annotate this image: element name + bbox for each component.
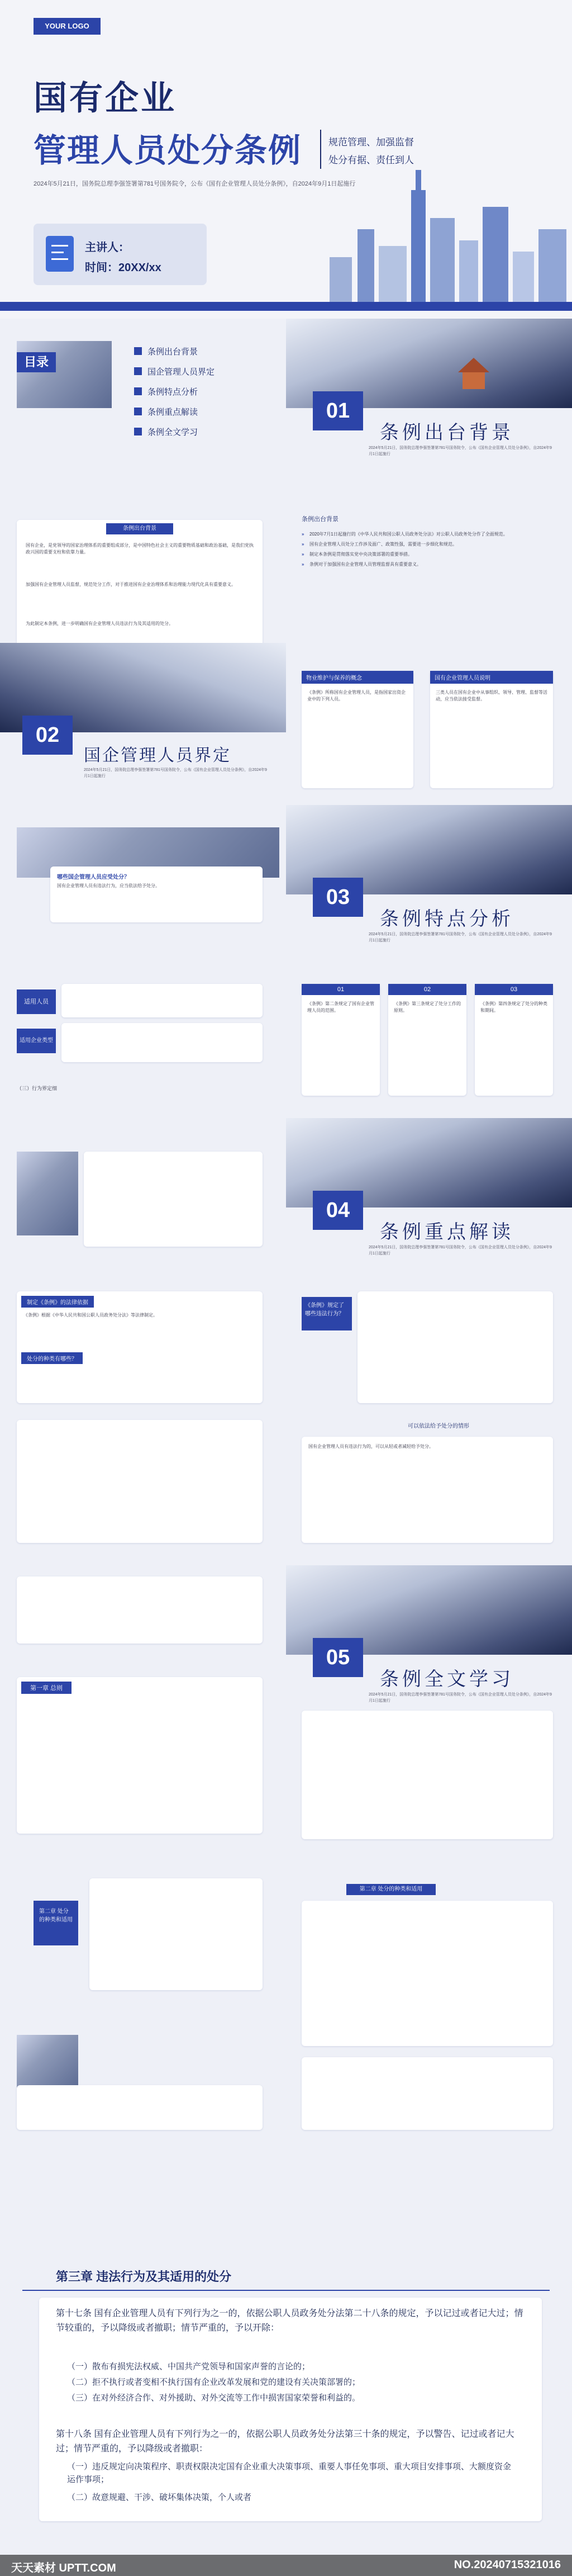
section-title: 条例特点分析 [380,908,514,930]
speaker-panel [34,224,207,285]
article-18-text: 第十八条 国有企业管理人员有下列行为之一的，依据公职人员政务处分法第三十条的规定，予以警告、记过或者记大过；情节严重的，予以降级或者撤职： [56,2430,514,2454]
cover-divider [320,130,321,169]
feature-col-text: 《条例》第二条规定了国有企业管理人员的范围。 [307,1001,374,1014]
behavior-card [84,1152,263,1247]
cover-title-1: 国有企业 [34,79,177,117]
key-chart-card [17,1420,263,1543]
feature-box-2 [61,1023,263,1062]
logo: YOUR LOGO [34,18,101,35]
feature-col [302,984,380,1096]
article-18-item: （二）故意规避、干涉、破坏集体决策，个人或者 [67,2493,252,2502]
toc-item-label: 条例出台背景 [147,347,198,357]
watermark-right: NO.20240715321016 [454,2559,561,2571]
toc-item-label: 国企管理人员界定 [147,367,215,377]
section-number: 02 [22,716,73,755]
section-number: 01 [313,391,363,430]
chapter-3-title: 第三章 违法行为及其适用的处分 [56,2270,232,2284]
feature-label-1: 适用人员 [17,989,56,1014]
cover-bottom-bar [0,302,572,311]
section-desc: 2024年5月21日，国务院总理李强签署第781号国务院令，公布《国有企业管理人员处分条例》，自2024年9月1日起施行 [369,1246,552,1256]
process-title: 处分的种类有哪些？ [21,1352,83,1364]
toc-page [0,319,572,503]
bg-left-heading: 条例出台背景 [106,523,173,534]
list-item: » 条例对于加强国有企业管理人员管理监督具有重要意义。 [302,561,547,568]
bg-paragraph: 加强国有企业管理人员监督，规范处分工作，对于推进国有企业治理体系和治理能力现代化具有重要意义。 [26,582,236,587]
chapter-3-line [22,2290,550,2291]
toc-bullet-icon [134,408,142,415]
section-number: 05 [313,1638,363,1677]
house-icon [458,358,489,372]
section-desc: 2024年5月21日，国务院总理李强签署第781号国务院令，公布《国有企业管理人员处分条例》，自2024年9月1日起施行 [84,768,267,779]
feature-col-num: 01 [302,984,380,995]
key-box-title: 制定《条例》的法律依据 [21,1296,94,1308]
watermark-left: 天天素材 UPTT.COM [11,2562,116,2574]
cover-title-2: 管理人员处分条例 [34,132,302,169]
bg-paragraph: 为此制定本条例，进一步明确国有企业管理人员违法行为及其适用的处分。 [26,621,173,626]
toc-photo [17,341,112,408]
chapter-3-page [0,2258,572,2549]
toc-bullet-icon [134,387,142,395]
section-title: 条例出台背景 [380,422,514,443]
bg-right-heading: 条例出台背景 [302,516,339,523]
section-number: 03 [313,878,363,917]
feature-label-2: 适用企业类型 [17,1029,56,1053]
key-question: 《条例》规定了哪些违法行为？ [302,1297,352,1330]
chapter-2-bottom-right [302,2057,553,2130]
cover-tag-2: 处分有据、责任到人 [328,155,414,165]
list-item: » 制定本条例是贯彻落实党中央决策部署的重要举措。 [302,551,547,558]
toc-item-label: 条例全文学习 [147,427,198,437]
section-number: 04 [313,1191,363,1230]
chapter-2-page [0,1856,572,2147]
key-list-text: 国有企业管理人员有违法行为的，可以从轻或者减轻给予处分。 [308,1444,433,1449]
define-box-2 [430,671,553,788]
article-18-item: （一）违反规定向决策程序、职责权限决定国有企业重大决策事项、重要人事任免事项、重大项目安排事项、大额度资金运作事项； [67,2462,512,2484]
cover [0,0,572,319]
section-desc: 2024年5月21日，国务院总理李强签署第781号国务院令，公布《国有企业管理人员处分条例》，自2024年9月1日起施行 [369,446,552,457]
features-page [0,962,572,1124]
toc-title: 目录 [17,352,56,372]
bg-paragraph: 国有企业，是党领导的国家治理体系的重要组成部分，是中国特色社会主义的重要物质基础和政治基础，是我们党执政兴国的重要支柱和依靠力量。 [26,543,254,555]
toc-item[interactable] [134,381,279,401]
define-box-text: 《条例》所称国有企业管理人员，是指国家出资企业中的下列人员。 [307,690,406,702]
chapter-1-card [17,1677,263,1834]
section-05-page [0,1565,572,1856]
speaker-label: 主讲人： [85,242,130,254]
toc-list [134,341,279,442]
chapter-2-bottom [17,2085,263,2130]
key-right-card [358,1291,553,1403]
chapter-2-list [89,1878,263,1990]
section-04-page [0,1118,572,1275]
toc-bullet-icon [134,347,142,355]
behavior-title: （三）行为界定细 [17,1086,58,1091]
section-title: 条例重点解读 [380,1221,514,1243]
cover-subtitle: 2024年5月21日，国务院总理李强签署第781号国务院令，公布《国有企业管理人员处分条例》，自2024年9月1日起施行 [34,181,356,187]
section-title: 条例全文学习 [380,1669,514,1690]
key-list-head: 可以依法给予处分的情形 [408,1423,469,1429]
article-17-item: （一）散布有损宪法权威、中国共产党领导和国家声誉的言论的； [67,2362,311,2371]
question-title: 哪些国企管理人员应受处分？ [57,874,130,880]
define-question [0,822,572,956]
document-icon [46,236,74,272]
define-box-title: 物业维护与保养的概念 [302,671,413,684]
time-label: 时间：20XX/xx [85,262,161,274]
toc-item[interactable] [134,422,279,442]
list-item: » 2020年7月1日起施行的《中华人民共和国公职人员政务处分法》对公职人员政务处分作了全面规范。 [302,531,547,538]
feature-box-1 [61,984,263,1017]
feature-col-text: 《条例》第三条规定了处分工作的原则。 [394,1001,461,1014]
feature-col-text: 《条例》第四条规定了处分的种类和期间。 [480,1001,547,1014]
feature-col-num: 02 [388,984,466,995]
chapter-2-heading: 第二章 处分的种类和适用 [346,1884,436,1895]
key-box [17,1291,263,1403]
question-card [50,866,263,922]
list-item: » 国有企业管理人员处分工作涉及面广、政策性强，需要进一步细化和规范。 [302,541,547,548]
bg-right-list [302,531,547,571]
section-desc: 2024年5月21日，国务院总理李强签署第781号国务院令，公布《国有企业管理人员处分条例》，自2024年9月1日起施行 [369,1693,552,1703]
toc-item-label: 条例重点解读 [147,407,198,417]
toc-item-label: 条例特点分析 [147,387,198,397]
article-17-item: （三）在对外经济合作、对外援助、对外交流等工作中损害国家荣誉和利益的。 [67,2393,361,2403]
toc-item[interactable] [134,361,279,381]
chapter-2-tag: 第二章 处分的种类和适用 [34,1901,78,1945]
question-answer: 国有企业管理人员有违法行为，应当依法给予处分。 [57,883,160,888]
article-17-text: 第十七条 国有企业管理人员有下列行为之一的，依据公职人员政务处分法第二十八条的规定，予以记过或者记大过；情节较重的，予以降级或者撤职；情节严重的，予以开除： [56,2309,523,2333]
key-list-card [302,1437,553,1543]
chapter-2-photo [17,2035,78,2091]
chapter-1-right [302,1711,553,1839]
house-body [463,372,485,389]
article-17-card [39,2298,542,2521]
toc-bullet-icon [134,367,142,375]
toc-item[interactable] [134,341,279,361]
article-17-item: （二）拒不执行或者变相不执行国有企业改革发展和党的建设有关决策部署的； [67,2378,361,2387]
chapter-1-title: 第一章 总则 [21,1682,72,1694]
feature-col-num: 03 [475,984,553,995]
key-page [0,1275,572,1565]
define-box-title: 国有企业管理人员说明 [430,671,553,684]
toc-item[interactable] [134,401,279,422]
person-photo [17,1152,78,1235]
cover-tag-1: 规范管理、加强监督 [328,137,414,148]
section-02-page [0,643,572,833]
feature-col [388,984,466,1096]
section-title: 国企管理人员界定 [84,746,231,765]
feature-col [475,984,553,1096]
toc-bullet-icon [134,428,142,435]
article-card [17,1576,263,1644]
define-box-text: 三类人员在国有企业中从事组织、领导、管理、监督等活动，应当依法接受监督。 [436,690,547,702]
city-skyline [313,168,572,302]
key-box-text: 《条例》根据《中华人民共和国公职人员政务处分法》等法律制定。 [23,1313,158,1318]
chapter-2-right [302,1901,553,2046]
watermark-bar [0,2555,572,2576]
section-desc: 2024年5月21日，国务院总理李强签署第781号国务院令，公布《国有企业管理人员处分条例》，自2024年9月1日起施行 [369,932,552,943]
define-box-1 [302,671,413,788]
